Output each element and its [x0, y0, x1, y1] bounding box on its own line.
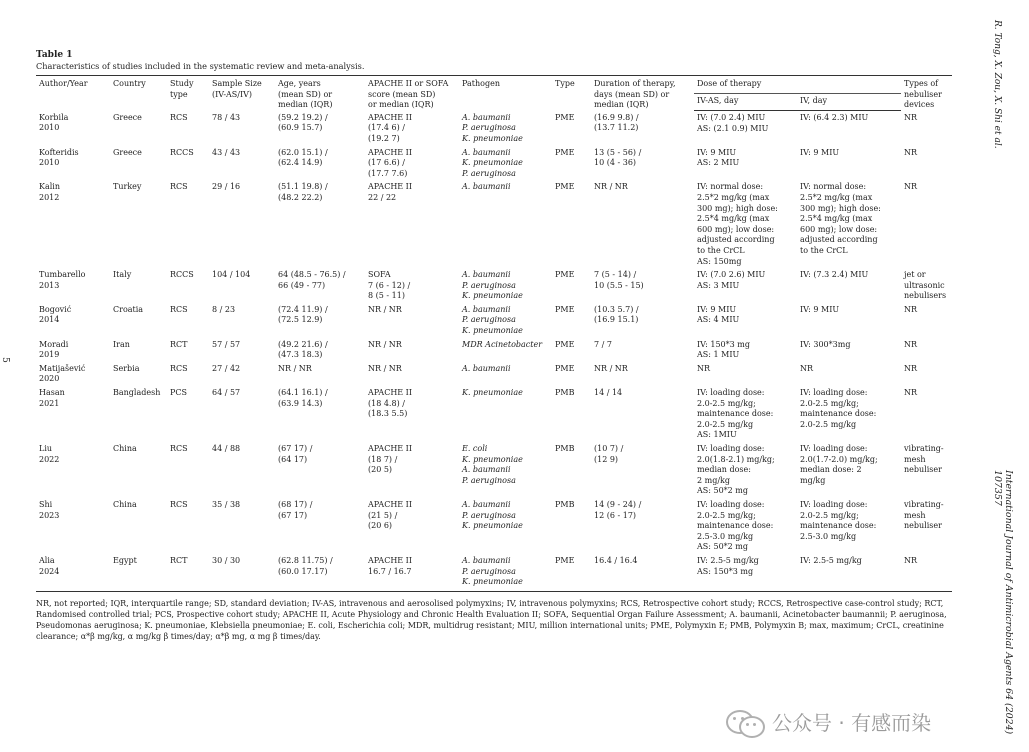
cell-author: Kofteridis 2010 — [39, 147, 79, 168]
cell-study-type: RCS — [170, 499, 188, 509]
characteristics-table — [36, 75, 952, 592]
table-row — [36, 554, 952, 591]
cell-pathogen: A. baumanii P. aeruginosa K. pneumoniae — [462, 112, 523, 143]
cell-pathogen: A. baumanii P. aeruginosa K. pneumoniae — [462, 270, 523, 301]
table-caption: Characteristics of studies included in the systematic review and meta-analysis. — [36, 61, 365, 71]
cell-score: APACHE II 16.7 / 16.7 — [365, 554, 459, 591]
cell-dose-ivas: IV: 150*3 mg AS: 1 MIU — [697, 339, 750, 360]
cell-age: 64 (48.5 - 76.5) / 66 (49 - 77) — [278, 270, 346, 290]
cell-age: (67 17) / (64 17) — [278, 444, 313, 464]
cell-author: Tumbarello 2013 — [39, 270, 86, 290]
cell-duration: 16.4 / 16.4 — [591, 554, 694, 591]
col-header-study-type: Study type — [167, 76, 209, 111]
cell-type: PMB — [555, 499, 575, 509]
cell-pathogen: MDR Acinetobacter — [462, 339, 543, 349]
cell-country: China — [113, 499, 137, 509]
table-row — [36, 111, 952, 146]
running-header-journal: International Journal of Antimicrobial Agents 64 (2024) 107357 — [992, 470, 1014, 735]
cell-country: Greece — [113, 147, 142, 157]
cell-type: PME — [555, 339, 575, 349]
cell-sample-size: 104 / 104 — [212, 270, 251, 280]
cell-sample-size: 27 / 42 — [212, 363, 241, 373]
cell-age: (51.1 19.8) / (48.2 22.2) — [278, 182, 328, 202]
cell-dose-iv: IV: (6.4 2.3) MIU — [800, 113, 869, 123]
cell-dose-ivas: IV: loading dose: 2.0(1.8-2.1) mg/kg; median dose: 2 mg/kg AS: 50*2 mg — [697, 444, 775, 496]
cell-dose-iv: IV: normal dose: 2.5*2 mg/kg (max 300 mg); high dose: 2.5*4 mg/kg (max 600 mg); low dose: adjusted according to the CrCL — [800, 182, 881, 255]
table-body — [36, 111, 952, 591]
col-header-country: Country — [110, 76, 167, 111]
cell-dose-ivas: IV: normal dose: 2.5*2 mg/kg (max 300 mg); high dose: 2.5*4 mg/kg (max 600 mg); low dose: adjusted according to the CrCL AS: 150mg — [697, 182, 778, 266]
col-header-author: Author/Year — [36, 76, 110, 111]
cell-dose-iv: NR — [800, 363, 814, 373]
cell-type: PME — [552, 554, 591, 591]
watermark-text: 公众号 · 有感而染 — [772, 710, 932, 735]
cell-dose-ivas: IV: 9 MIU AS: 4 MIU — [697, 304, 740, 325]
cell-type: PME — [555, 270, 575, 280]
cell-nebuliser: NR — [904, 112, 918, 122]
cell-sample-size: 57 / 57 — [212, 339, 241, 349]
table-footnote: NR, not reported; IQR, interquartile range; SD, standard deviation; IV-AS, intravenous and aerosolised polymyxins; IV, intravenous polymyxins; RCS, Retrospective cohort study; RCCS, Retrospective case-control study; RCT, Randomised controlled trial; PCS, Prospective cohort study; APACHE II, Acute Physiology and Chronic Health Evaluation II; SOFA, Sequential Organ Failure Assessment; A. baumanii, Acinetobacter baumannii; P. aeruginosa, Pseudomonas aeruginosa; K. pneumoniae, Klebsiella pneumoniae; E. coli, Escherichia coli; MDR, multidrug resistant; MIU, million international units; PME, Polymyxin E; PMB, Polymyxin B; max, maximum; CrCL, creatinine clearance; α*β mg/kg, α mg/kg β times/day; α*β mg, α mg β times/day. — [36, 598, 947, 641]
cell-country: Croatia — [113, 304, 144, 314]
col-header-pathogen: Pathogen — [459, 76, 552, 111]
cell-study-type: RCT — [167, 554, 209, 591]
cell-nebuliser: NR — [901, 554, 952, 591]
cell-duration: 13 (5 - 56) / 10 (4 - 36) — [594, 147, 642, 168]
cell-dose-ivas: IV: loading dose: 2.0-2.5 mg/kg; maintenance dose: 2.0-2.5 mg/kg AS: 1MIU — [697, 388, 774, 440]
cell-study-type: RCS — [170, 182, 188, 192]
cell-duration: (10 7) / (12 9) — [594, 444, 624, 464]
col-header-age: Age, years (mean SD) or median (IQR) — [275, 76, 365, 111]
cell-duration: NR / NR — [594, 363, 628, 373]
cell-study-type: RCS — [170, 444, 188, 453]
table-row — [36, 146, 952, 181]
cell-pathogen: E. coli K. pneumoniae A. baumanii P. aeruginosa — [462, 444, 523, 485]
table-container — [36, 50, 952, 642]
cell-sample-size: 35 / 38 — [212, 499, 241, 509]
cell-type: PME — [555, 147, 575, 157]
cell-dose-ivas: IV: (7.0 2.6) MIU AS: 3 MIU — [697, 270, 766, 290]
cell-age: (68 17) / (67 17) — [278, 499, 313, 520]
cell-duration: 7 / 7 — [594, 339, 612, 349]
col-header-dose: Dose of therapy — [694, 76, 901, 94]
cell-dose-iv: IV: 9 MIU — [800, 147, 840, 157]
cell-pathogen: A. baumanii — [462, 363, 511, 373]
cell-dose-iv: IV: 9 MIU — [800, 304, 840, 314]
cell-sample-size: 64 / 57 — [212, 388, 241, 398]
cell-country: Turkey — [113, 182, 142, 192]
cell-author: Moradi 2019 — [39, 339, 69, 360]
cell-type: PMB — [555, 388, 575, 398]
cell-study-type: RCS — [170, 304, 188, 314]
table-row — [36, 442, 952, 498]
cell-dose-ivas: NR — [697, 363, 711, 373]
cell-dose-ivas: IV: loading dose: 2.0-2.5 mg/kg; maintenance dose: 2.5-3.0 mg/kg AS: 50*2 mg — [697, 499, 774, 552]
wechat-icon — [726, 706, 764, 736]
col-header-nebuliser: Types of nebuliser devices — [901, 76, 952, 111]
cell-author: Shi 2023 — [39, 499, 60, 520]
cell-nebuliser: NR — [904, 182, 918, 192]
cell-sample-size: 29 / 16 — [212, 182, 241, 192]
cell-score: APACHE II (18 7) / (20 5) — [368, 444, 413, 475]
cell-nebuliser: vibrating-mesh nebuliser — [904, 499, 944, 531]
cell-study-type: RCS — [170, 112, 188, 122]
cell-type: PME — [555, 304, 575, 314]
cell-study-type: RCS — [170, 363, 188, 373]
cell-type: PMB — [555, 444, 575, 453]
cell-type: PME — [555, 182, 575, 192]
cell-pathogen: A. baumanii — [462, 182, 511, 192]
cell-country: Serbia — [113, 363, 140, 373]
cell-duration: 7 (5 - 14) / 10 (5.5 - 15) — [594, 270, 644, 290]
col-header-dose-ivas: IV-AS, day — [694, 93, 797, 111]
cell-age: (64.1 16.1) / (63.9 14.3) — [278, 388, 328, 408]
cell-country: China — [113, 444, 137, 453]
cell-nebuliser: vibrating-mesh nebuliser — [904, 444, 944, 475]
cell-country: Italy — [113, 270, 132, 280]
cell-score: NR / NR — [368, 339, 402, 349]
table-row — [36, 362, 952, 386]
cell-score: APACHE II (18 4.8) / (18.3 5.5) — [368, 388, 413, 419]
cell-author: Bogović 2014 — [39, 304, 72, 325]
col-header-sample-size: Sample Size (IV-AS/IV) — [209, 76, 275, 111]
cell-score: APACHE II (17 6.6) / (17.7 7.6) — [368, 147, 413, 178]
cell-duration: 14 / 14 — [594, 388, 623, 398]
cell-nebuliser: NR — [904, 339, 918, 349]
cell-score: APACHE II (21 5) / (20 6) — [368, 499, 413, 531]
cell-author: Matijašević 2020 — [39, 363, 86, 384]
cell-nebuliser: NR — [904, 388, 918, 398]
cell-author: Korbila 2010 — [39, 112, 69, 133]
cell-author: Hasan 2021 — [39, 388, 65, 408]
col-header-dose-iv: IV, day — [797, 93, 901, 111]
cell-country: Greece — [113, 112, 142, 122]
cell-study-type: RCCS — [170, 147, 194, 157]
table-label: Table 1 — [36, 50, 73, 60]
col-header-score: APACHE II or SOFA score (mean SD) or median (IQR) — [365, 76, 459, 111]
cell-dose-ivas: IV: (7.0 2.4) MIU AS: (2.1 0.9) MIU — [697, 113, 769, 133]
cell-dose-ivas: IV: 2.5-5 mg/kg AS: 150*3 mg — [694, 554, 797, 591]
cell-study-type: RCT — [170, 339, 188, 349]
cell-duration: NR / NR — [594, 182, 628, 192]
cell-sample-size: 30 / 30 — [209, 554, 275, 591]
table-row — [36, 386, 952, 442]
cell-author: Liu 2022 — [39, 444, 60, 464]
cell-country: Bangladesh — [113, 388, 161, 398]
table-row — [36, 180, 952, 268]
cell-score: NR / NR — [368, 304, 402, 314]
table-row — [36, 303, 952, 338]
cell-nebuliser: NR — [904, 147, 918, 157]
cell-score: APACHE II 22 / 22 — [368, 182, 413, 202]
cell-author: Alia 2024 — [36, 554, 110, 591]
cell-country: Iran — [113, 339, 130, 349]
running-header-authors: R. Tong, X. Zou, X. Shi et al. — [992, 20, 1002, 149]
cell-dose-iv: IV: (7.3 2.4) MIU — [800, 270, 869, 280]
cell-sample-size: 44 / 88 — [212, 444, 241, 453]
page-number: 5 — [0, 357, 10, 363]
table-row — [36, 268, 952, 303]
cell-pathogen: A. baumanii P. aeruginosa K. pneumoniae — [462, 304, 523, 336]
cell-nebuliser: NR — [904, 363, 918, 373]
cell-duration: (10.3 5.7) / (16.9 15.1) — [594, 304, 639, 325]
cell-author: Kalin 2012 — [39, 182, 61, 202]
cell-age: (59.2 19.2) / (60.9 15.7) — [278, 112, 328, 133]
cell-country: Egypt — [110, 554, 167, 591]
cell-pathogen: A. baumanii P. aeruginosa K. pneumoniae — [462, 499, 523, 531]
cell-score: SOFA 7 (6 - 12) / 8 (5 - 11) — [368, 270, 411, 301]
cell-dose-iv: IV: 300*3mg — [800, 339, 851, 349]
cell-duration: 14 (9 - 24) / 12 (6 - 17) — [594, 499, 642, 520]
cell-score: APACHE II (17.4 6) / (19.2 7) — [368, 112, 413, 143]
cell-type: PME — [555, 112, 575, 122]
cell-score: NR / NR — [368, 363, 402, 373]
table-row — [36, 498, 952, 554]
col-header-duration: Duration of therapy, days (mean SD) or median (IQR) — [591, 76, 694, 111]
cell-nebuliser: NR — [904, 304, 918, 314]
cell-sample-size: 43 / 43 — [212, 147, 241, 157]
cell-study-type: PCS — [170, 388, 187, 398]
cell-pathogen: A. baumanii K. pneumoniae P. aeruginosa — [462, 147, 523, 178]
cell-duration: (16.9 9.8) / (13.7 11.2) — [594, 112, 639, 133]
cell-pathogen: K. pneumoniae — [462, 388, 523, 398]
cell-age: (62.8 11.75) / (60.0 17.17) — [275, 554, 365, 591]
cell-age: (72.4 11.9) / (72.5 12.9) — [278, 304, 328, 325]
cell-dose-iv: IV: 2.5-5 mg/kg — [797, 554, 901, 591]
cell-age: NR / NR — [278, 363, 312, 373]
cell-dose-iv: IV: loading dose: 2.0-2.5 mg/kg; maintenance dose: 2.0-2.5 mg/kg — [800, 388, 877, 429]
cell-pathogen: A. baumanii P. aeruginosa K. pneumoniae — [459, 554, 552, 591]
cell-age: (62.0 15.1) / (62.4 14.9) — [278, 147, 328, 168]
watermark — [726, 706, 931, 736]
cell-study-type: RCCS — [170, 270, 194, 280]
cell-dose-iv: IV: loading dose: 2.0-2.5 mg/kg; maintenance dose: 2.5-3.0 mg/kg — [800, 499, 877, 541]
cell-dose-ivas: IV: 9 MIU AS: 2 MIU — [697, 147, 740, 168]
col-header-type: Type — [552, 76, 591, 111]
cell-type: PME — [555, 363, 575, 373]
cell-sample-size: 8 / 23 — [212, 304, 236, 314]
table-row — [36, 338, 952, 362]
cell-nebuliser: jet or ultrasonic nebulisers — [904, 270, 947, 301]
cell-age: (49.2 21.6) / (47.3 18.3) — [278, 339, 328, 360]
cell-dose-iv: IV: loading dose: 2.0(1.7-2.0) mg/kg; median dose: 2 mg/kg — [800, 444, 878, 485]
cell-sample-size: 78 / 43 — [212, 112, 241, 122]
